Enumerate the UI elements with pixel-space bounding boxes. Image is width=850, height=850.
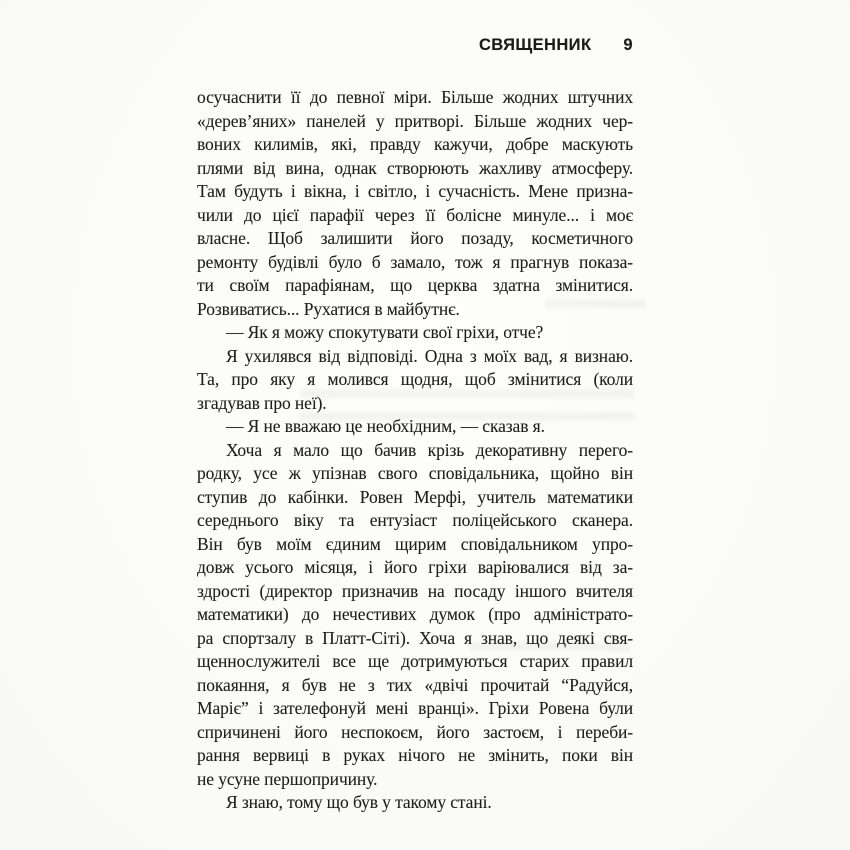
text-line: згадував про неї). bbox=[197, 392, 327, 413]
text-line: спричинені його неспокоєм, його застоєм, і переби- bbox=[197, 721, 633, 742]
text-line: «дерев’яних» панелей у притворі. Більше жодних чер- bbox=[197, 110, 633, 131]
page-number: 9 bbox=[623, 36, 633, 54]
text-line: довж усього місяця, і його гріхи варіювалися від за- bbox=[197, 557, 633, 577]
text-line: математики) до нечестивих думок (про адміністрато- bbox=[197, 604, 633, 624]
text-line: осучаснити її до певної міри. Більше жодних штучних bbox=[197, 87, 633, 107]
text-line: ра спортзалу в Платт-Сіті). Хоча я знав, що деякі свя- bbox=[197, 627, 633, 648]
text-line: власне. Щоб залишити його позаду, косметичного bbox=[197, 228, 633, 248]
text-line: здрості (директор призначив на посаду іншого вчителя bbox=[197, 580, 633, 601]
text-line: ти своїм парафіянам, що церква здатна змінитися. bbox=[197, 275, 633, 295]
text-line: Хоча я мало що бачив крізь декоративну перего- bbox=[226, 439, 633, 460]
text-line: чили до цієї парафії через її болісне минуле... і моє bbox=[197, 204, 633, 225]
text-line: Маріє” і зателефонуй мені вранці». Гріхи Ровена були bbox=[197, 698, 633, 718]
text-line: плями від вина, однак створюють жахливу атмосферу. bbox=[197, 157, 633, 178]
running-header-title: СВЯЩЕННИК bbox=[478, 36, 592, 54]
text-line: ступив до кабінки. Ровен Мерфі, учитель математики bbox=[197, 486, 633, 507]
text-line: покаяння, я був не з тих «двічі прочитай “Радуйся, bbox=[197, 674, 633, 695]
text-line: Та, про яку я молився щодня, щоб змінитися (коли bbox=[197, 369, 633, 389]
text-line: щеннослужителі все ще дотримуються старих правил bbox=[197, 651, 633, 671]
text-line: не усуне першопричину. bbox=[197, 768, 378, 789]
body-text bbox=[197, 86, 633, 815]
text-line: Я ухилявся від відповіді. Одна з моїх вад, я визнаю. bbox=[226, 345, 633, 366]
text-line: ремонту будівлі було б замало, тож я прагнув показа- bbox=[197, 251, 633, 272]
text-line: воних килимів, які, правду кажучи, добре маскують bbox=[197, 134, 633, 154]
text-line: Там будуть і вікна, і світло, і сучасність. Мене призна- bbox=[197, 181, 633, 201]
text-line: середнього віку та ентузіаст поліцейського сканера. bbox=[197, 510, 633, 530]
text-line: Розвиватись... Рухатися в майбутнє. bbox=[197, 298, 460, 319]
running-header bbox=[479, 36, 633, 55]
text-line: рання вервиці в руках нічого не змінить, поки він bbox=[197, 745, 633, 765]
text-line: — Як я можу спокутувати свої гріхи, отче? bbox=[226, 322, 544, 342]
text-line: Він був моїм єдиним щирим сповідальником упро- bbox=[197, 533, 633, 554]
text-line: Я знаю, тому що був у такому стані. bbox=[226, 792, 492, 812]
text-line: родку, усе ж упізнав свого сповідальника, щойно він bbox=[197, 463, 633, 483]
text-line: — Я не вважаю це необхідним, — сказав я. bbox=[226, 416, 545, 436]
